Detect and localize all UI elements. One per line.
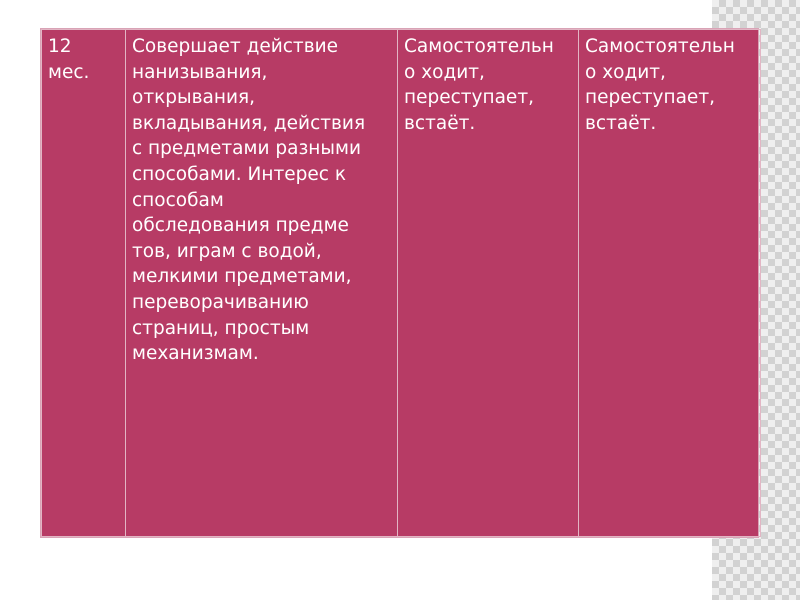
table-cell-age: [42, 30, 126, 537]
cell-text-cognitive: Совершает действие нанизывания, открывания, вкладывания, действия с предметами разными способами. Интерес к способам обследования предме тов, играм с водой, мелкими предметами, переворачиванию страниц, простым механизмам.: [132, 36, 366, 365]
development-table: [40, 28, 759, 538]
table-grid: [41, 29, 761, 537]
cell-text-motor-2: Самостоятельн о ходит, переступает, встаёт.: [585, 36, 735, 134]
table-cell-motor-1: [398, 30, 579, 537]
cell-text-age: 12 мес.: [48, 36, 90, 83]
table-cell-cognitive: [126, 30, 398, 537]
cell-text-motor-1: Самостоятельн о ходит, переступает, встаёт.: [404, 36, 554, 134]
table-row: [42, 30, 761, 537]
table-cell-motor-2: [579, 30, 761, 537]
